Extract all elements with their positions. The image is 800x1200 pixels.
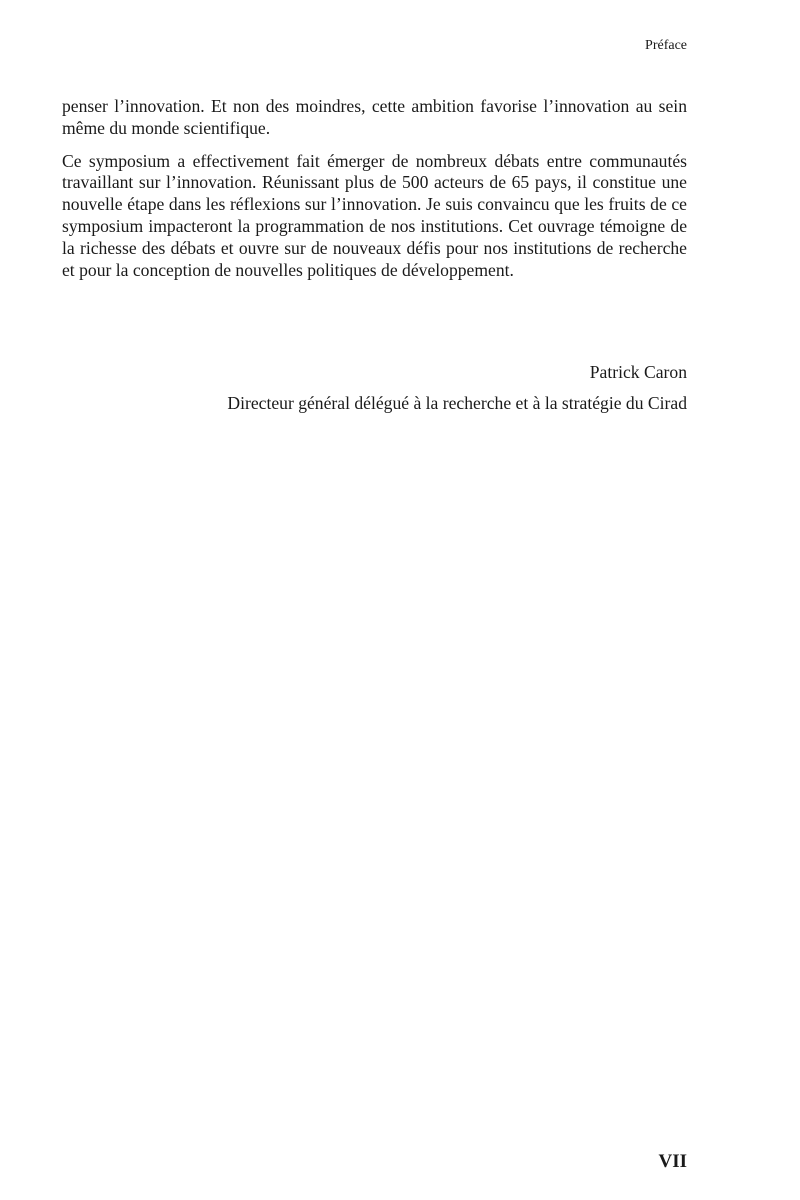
page-number: VII xyxy=(658,1151,687,1172)
paragraph: penser l’innovation. Et non des moindres, cette ambition favorise l’innovation au sein même du monde scientifique. xyxy=(62,96,687,138)
signature-title: Directeur général délégué à la recherche et à la stratégie du Cirad xyxy=(227,393,687,413)
signature-block xyxy=(227,362,687,414)
body-text xyxy=(62,96,687,292)
paragraph: Ce symposium a effectivement fait émerger de nombreux débats entre communautés travaillant sur l’innovation. Réunissant plus de 500 acteurs de 65 pays, il constitue une nouvelle étape dans les réflexions sur l’innovation. Je suis convaincu que les fruits de ce symposium impacteront la programmation de nos institutions. Cet ouvrage témoigne de la richesse des débats et ouvre sur de nouveaux défis pour nos institutions de recherche et pour la conception de nouvelles politiques de développement. xyxy=(62,150,687,280)
signature-name: Patrick Caron xyxy=(589,362,687,382)
running-head: Préface xyxy=(645,38,687,53)
